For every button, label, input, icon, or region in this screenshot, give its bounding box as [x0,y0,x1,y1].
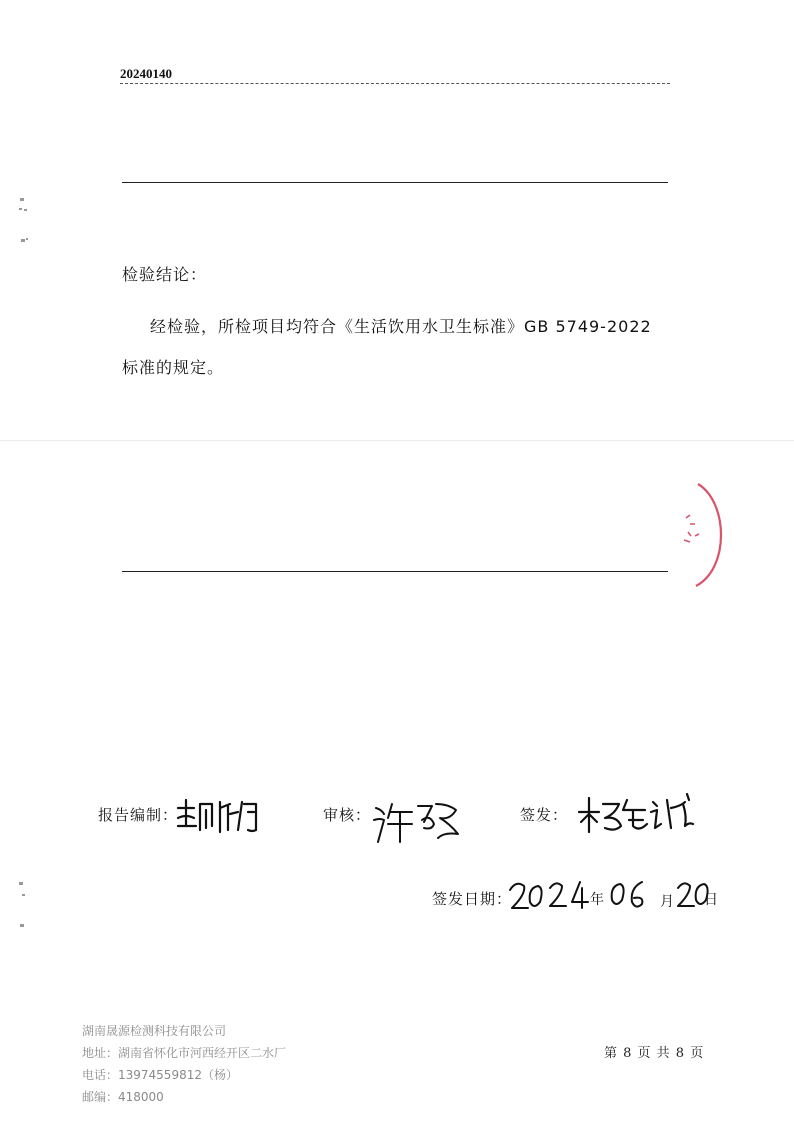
footer-company: 湖南晟源检测科技有限公司 [82,1024,227,1038]
page-counter: 第 8 页 共 8 页 [604,1046,705,1061]
section-rule-bottom [122,571,668,572]
issue-date-handwritten [508,874,718,916]
footer-postcode: 邮编：418000 [82,1090,164,1104]
issue-date-label: 签发日期： [432,890,513,908]
seal-stamp-icon [650,480,794,590]
year-unit: 年 [590,892,604,908]
reviewed-by-label: 审核： [323,806,372,824]
reviewer-signature-icon [370,790,464,850]
conclusion-heading: 检验结论： [122,265,208,284]
report-number: 20240140 [120,66,172,81]
compiled-by-label: 报告编制： [98,806,179,824]
margin-marks-bottom-icon [10,876,40,936]
footer-address: 地址：湖南省怀化市河西经开区二水厂 [82,1046,287,1060]
section-rule-top [122,182,668,183]
issuer-signature-icon [575,790,697,838]
issued-by-label: 签发： [520,806,569,824]
conclusion-text-line1: 经检验，所检项目均符合《生活饮用水卫生标准》GB 5749-2022 [150,317,652,336]
month-unit: 月 [660,894,674,910]
conclusion-text-line2: 标准的规定。 [122,358,225,377]
margin-marks-icon [10,190,40,260]
scan-band [0,440,794,441]
header-dotted-rule [120,83,670,84]
footer-phone: 电话：13974559812（杨） [82,1068,238,1082]
compiler-signature-icon [172,790,264,840]
day-unit: 日 [704,892,718,908]
